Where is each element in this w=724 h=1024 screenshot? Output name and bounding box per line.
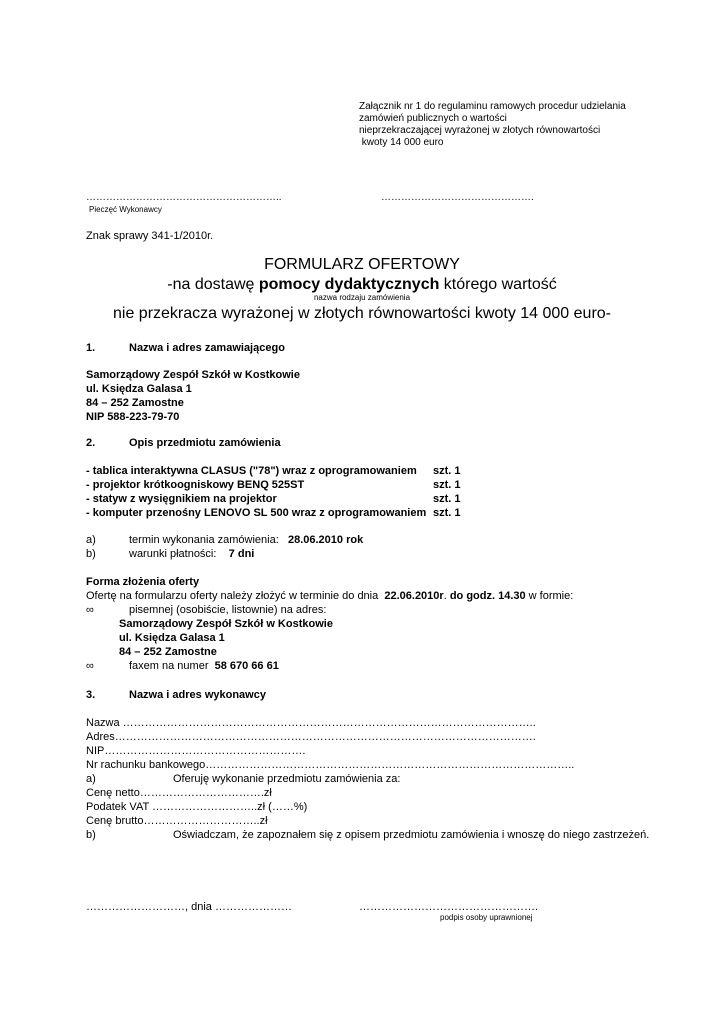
contractor-address-field[interactable]: Adres……………………………………………………………………………………………………. (86, 731, 536, 743)
payment-label: warunki płatności: (129, 548, 217, 560)
option-written: pisemnej (osobiście, listownie) na adres: (129, 604, 327, 616)
item-qty: szt. 1 (433, 479, 461, 491)
term-value: 28.06.2010 rok (287, 534, 364, 546)
subtitle-prefix: -na dostawę (167, 276, 259, 293)
form-title-line3: nie przekracza wyrażonej w złotych równowartości kwoty 14 000 euro- (113, 305, 611, 322)
payment-letter: b) (86, 548, 96, 560)
subtitle-note: nazwa rodzaju zamówienia (313, 293, 411, 302)
gross-price-field[interactable]: Cenę brutto…………………………..zł (86, 815, 268, 827)
fax-number: 58 670 66 61 (214, 660, 279, 672)
subtitle-subject: pomocy dydaktycznych (258, 276, 440, 293)
case-number: Znak sprawy 341-1/2010r. (86, 230, 214, 242)
term-label: termin wykonania zamówienia: (129, 534, 279, 546)
infinity-bullet-icon: ∞ (86, 660, 94, 672)
submission-deadline-date: 22.06.2010r (384, 590, 444, 602)
stamp-dots-right: ………………………………………. (381, 192, 534, 203)
item-qty: szt. 1 (433, 493, 461, 505)
section3-number: 3. (86, 689, 96, 701)
place-date-field[interactable]: ………………………, dnia ………………… (86, 901, 292, 913)
buyer-address-line: ul. Księdza Galasa 1 (86, 383, 192, 395)
stamp-label: Pieczęć Wykonawcy (89, 205, 162, 214)
submission-intro-text: Ofertę na formularzu oferty należy złożyć w terminie do dnia (86, 590, 385, 602)
item-qty: szt. 1 (433, 507, 461, 519)
submission-intro-dot: . (443, 590, 450, 602)
statement-text: Oświadczam, że zapoznałem się z opisem przedmiotu zamówienia i wnoszę do niego zastrzeżeń. (173, 829, 650, 841)
payment-value: 7 dni (228, 548, 255, 560)
section3-heading: Nazwa i adres wykonawcy (129, 689, 266, 701)
contractor-bank-account-field[interactable]: Nr rachunku bankowego……………………………………………………………………………………….. (86, 759, 575, 771)
net-price-field[interactable]: Cenę netto…………………………….zł (86, 787, 272, 799)
section1-number: 1. (86, 342, 96, 354)
offer-text: Oferuję wykonanie przedmiotu zamówienia za: (173, 773, 401, 785)
submission-intro (86, 589, 573, 603)
submission-deadline-hour: do godz. 14.30 (449, 590, 526, 602)
form-title: FORMULARZ OFERTOWY (264, 256, 460, 273)
form-subtitle (0, 275, 724, 294)
submission-intro-end: w formie: (525, 590, 574, 602)
submission-address (119, 617, 333, 659)
option-fax (129, 659, 279, 673)
price-fields (86, 786, 307, 828)
contractor-nip-field[interactable]: NIP………………………………………………. (86, 745, 306, 757)
signature-label: podpis osoby uprawnionej (440, 913, 533, 922)
fax-label: faxem na numer (129, 660, 215, 672)
contractor-name-field[interactable]: Nazwa ………………………………………………………………………………………………….. (86, 717, 536, 729)
submission-address-line: 84 – 252 Zamostne (119, 646, 217, 658)
buyer-address-line: 84 – 252 Zamostne (86, 397, 184, 409)
attachment-note-line: zamówień publicznych o wartości (359, 113, 507, 124)
item-name: - tablica interaktywna CLASUS ("78") wraz z oprogramowaniem (86, 465, 417, 477)
contractor-fields (86, 716, 574, 772)
submission-heading: Forma złożenia oferty (86, 576, 200, 588)
stamp-dots-left: ………………………………………………….. (86, 192, 282, 203)
submission-address-line: ul. Księdza Galasa 1 (119, 632, 225, 644)
item-name: - statyw z wysięgnikiem na projektor (86, 493, 277, 505)
item-name: - komputer przenośny LENOVO SL 500 wraz z oprogramowaniem (86, 507, 427, 519)
section1-heading: Nazwa i adres zamawiającego (129, 342, 285, 354)
section2-heading: Opis przedmiotu zamówienia (129, 437, 281, 449)
signature-field[interactable]: …………………………………………. (359, 901, 539, 913)
attachment-note (359, 101, 626, 149)
term-letter: a) (86, 534, 96, 546)
subtitle-suffix: którego wartość (439, 276, 557, 293)
infinity-bullet-icon: ∞ (86, 604, 94, 616)
buyer-address-line: Samorządowy Zespół Szkół w Kostkowie (86, 369, 300, 381)
attachment-note-line: Załącznik nr 1 do regulaminu ramowych procedur udzielania (359, 101, 626, 112)
item-name: - projektor krótkoogniskowy BENQ 525ST (86, 479, 305, 491)
offer-letter: a) (86, 773, 96, 785)
buyer-nip: NIP 588-223-79-70 (86, 411, 180, 423)
term-row (129, 533, 363, 547)
attachment-note-line: nieprzekraczającej wyrażonej w złotych równowartości (359, 125, 601, 136)
payment-row (129, 547, 254, 561)
statement-letter: b) (86, 829, 96, 841)
submission-address-line: Samorządowy Zespół Szkół w Kostkowie (119, 618, 333, 630)
section2-number: 2. (86, 437, 96, 449)
vat-field[interactable]: Podatek VAT ………………………..zł (……%) (86, 801, 308, 813)
item-qty: szt. 1 (433, 465, 461, 477)
attachment-note-line: kwoty 14 000 euro (359, 137, 444, 148)
buyer-address (86, 368, 300, 424)
